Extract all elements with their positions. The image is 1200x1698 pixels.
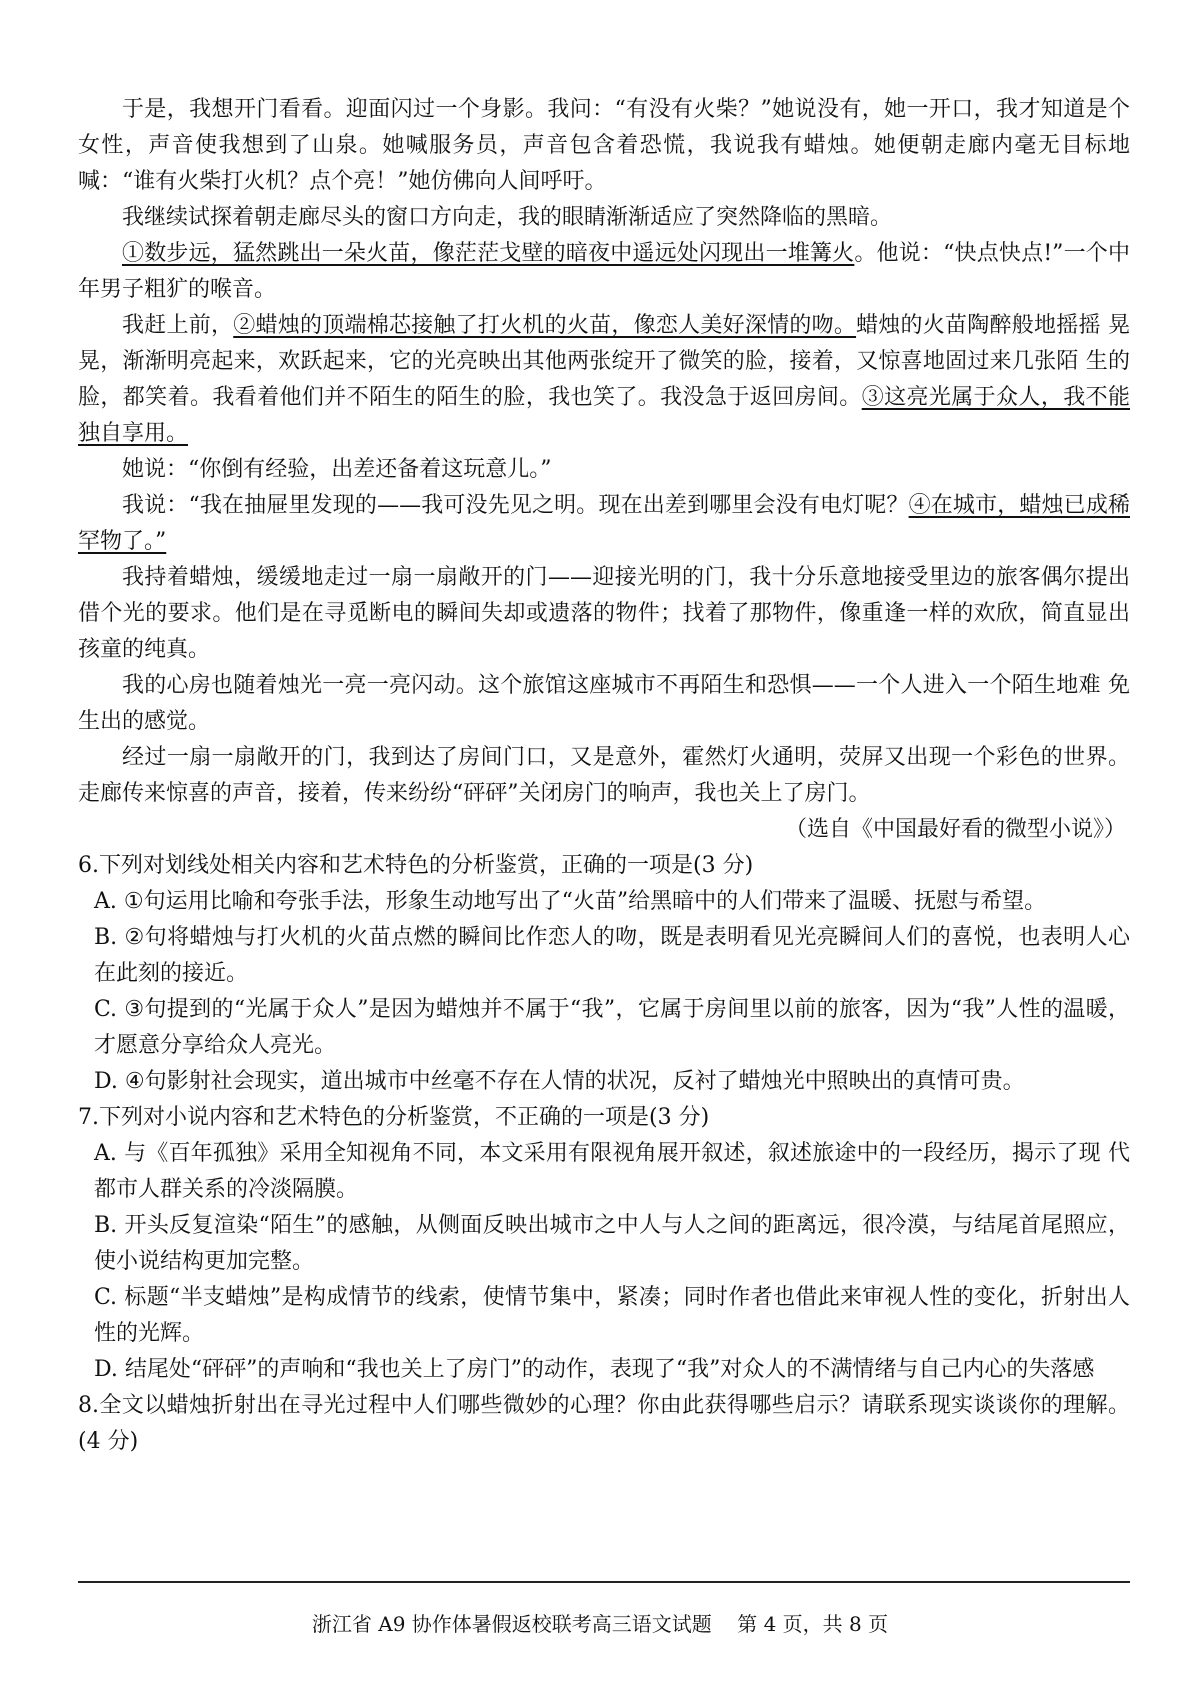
question-7 [78,1100,1130,1388]
page-footer [0,1610,1200,1638]
page-body [78,92,1130,1460]
story-text: 蜡烛的火苗陶醉般地摇摇 晃晃，渐渐明亮起来，欢跃起来，它的光亮映出其他两张绽开了微笑的脸，接着，又惊喜地固过来几张陌 生的脸，都笑着。我看着他们并不陌生的陌生的脸，我也笑了。我没急于返回房间。 [78,313,1130,410]
story-source: （选自《中国最好看的微型小说》） [784,817,1126,842]
story-paragraph: 经过一扇一扇敞开的门，我到达了房间门口，又是意外，霍然灯火通明，荧屏又出现一个彩色的世界。走廊传来惊喜的声音，接着，传来纷纷“砰砰”关闭房门的响声，我也关上了房门。 [78,745,1130,806]
answer-option-b: B. ②句将蜡烛与打火机的火苗点燃的瞬间比作恋人的吻，既是表明看见光亮瞬间人们的喜悦，也表明人心 在此刻的接近。 [94,925,1130,986]
question-stem: 6.下列对划线处相关内容和艺术特色的分析鉴赏，正确的一项是(3 分) [78,853,754,878]
underlined-sentence-1: ①数步远，猛然跳出一朵火苗，像茫茫戈壁的暗夜中遥远处闪现出一堆篝火 [122,241,855,266]
answer-option-d: D. 结尾处“砰砰”的声响和“我也关上了房门”的动作，表现了“我”对众人的不满情绪与自己内心的失落感 [94,1357,1095,1382]
answer-option-a: A. 与《百年孤独》采用全知视角不同，本文采用有限视角展开叙述，叙述旅途中的一段经历，揭示了现 代都市人群关系的冷淡隔膜。 [94,1141,1130,1202]
question-8 [78,1388,1130,1460]
story-paragraph: 我持着蜡烛，缓缓地走过一扇一扇敞开的门——迎接光明的门，我十分乐意地接受里边的旅客偶尔提出借个光的要求。他们是在寻觅断电的瞬间失却或遗落的物件；找着了那物件，像重逢一样的欢欣，简直显出孩童的纯真。 [78,565,1130,662]
answer-option-b: B. 开头反复渲染“陌生”的感触，从侧面反映出城市之中人与人之间的距离远，很冷漠，与结尾首尾照应， 使小说结构更加完整。 [94,1213,1130,1274]
story-paragraph: 她说：“你倒有经验，出差还备着这玩意儿。” [122,457,552,482]
footer-title: 浙江省 A9 协作体暑假返校联考高三语文试题 [311,1612,712,1636]
question-stem: 8.全文以蜡烛折射出在寻光过程中人们哪些微妙的心理？你由此获得哪些启示？请联系现实谈谈你的理解。(4 分) [78,1393,1130,1454]
story-paragraph [78,308,1130,452]
story-paragraph [78,236,1130,308]
question-stem: 7.下列对小说内容和艺术特色的分析鉴赏，不正确的一项是(3 分) [78,1105,710,1130]
story-paragraph: 于是，我想开门看看。迎面闪过一个身影。我问：“有没有火柴？”她说没有，她一开口，我才知道是个女性，声音使我想到了山泉。她喊服务员，声音包含着恐慌，我说我有蜡烛。她便朝走廊内毫无目标地喊：“谁有火柴打火机？点个亮！”她仿佛向人间呼吁。 [78,97,1130,194]
story-paragraph: 我的心房也随着烛光一亮一亮闪动。这个旅馆这座城市不再陌生和恐惧——一个人进入一个陌生地难 免生出的感觉。 [78,673,1130,734]
story-paragraph: 我继续试探着朝走廊尽头的窗口方向走，我的眼睛渐渐适应了突然降临的黑暗。 [122,205,893,230]
story-text: 。他说：“快点快点!”一个中年男子粗犷的喉音。 [78,241,1130,302]
story-paragraph [78,488,1130,560]
underlined-sentence-3: ③这亮光属于众人，我不能独自享用。 [78,385,1130,446]
answer-option-c: C. 标题“半支蜡烛”是构成情节的线索，使情节集中，紧凑；同时作者也借此来审视人性的变化，折射出人性的光辉。 [94,1285,1130,1346]
answer-option-c: C. ③句提到的“光属于众人”是因为蜡烛并不属于“我”，它属于房间里以前的旅客，因为“我”人性的温暖，才愿意分享给众人亮光。 [94,997,1130,1058]
answer-option-a: A. ①句运用比喻和夸张手法，形象生动地写出了“火苗”给黑暗中的人们带来了温暖、抚慰与希望。 [94,889,1047,914]
answer-option-d: D. ④句影射社会现实，道出城市中丝毫不存在人情的状况，反衬了蜡烛光中照映出的真情可贵。 [94,1069,1025,1094]
underlined-sentence-2: ②蜡烛的顶端棉芯接触了打火机的火苗，像恋人美好深情的吻。 [233,313,857,338]
question-6 [78,848,1130,1100]
story-text: 我赶上前， [122,313,234,338]
page-number: 第 4 页，共 8 页 [737,1612,889,1636]
underlined-sentence-4: ④在城市，蜡烛已成稀罕物了。” [78,493,1130,554]
footer-divider [78,1581,1130,1583]
story-text: 我说：“我在抽屉里发现的——我可没先见之明。现在出差到哪里会没有电灯呢？ [122,493,909,518]
